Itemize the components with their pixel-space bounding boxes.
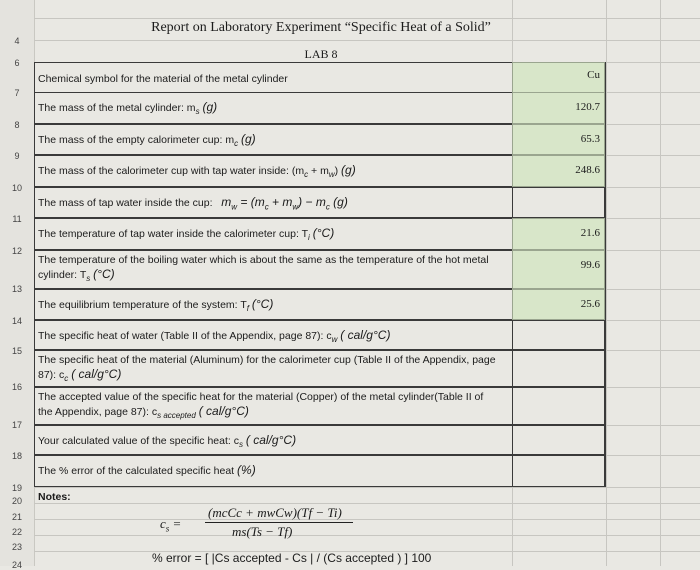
row-number[interactable]: 12	[11, 246, 22, 256]
row-number[interactable]: 7	[14, 88, 20, 98]
row-number[interactable]: 10	[11, 183, 22, 193]
row-number[interactable]: 4	[14, 36, 20, 46]
formula-lhs: $c_s$ =	[160, 516, 182, 534]
value-text: 65.3	[580, 133, 600, 145]
row-number[interactable]: 16	[11, 382, 22, 392]
row-number[interactable]: 6	[14, 58, 20, 68]
row-number[interactable]: 17	[11, 420, 22, 430]
value-cell[interactable]	[512, 425, 605, 455]
value-cell[interactable]	[512, 455, 605, 487]
row-label: The equilibrium temperature of the system: $T_f$ (°C)	[38, 297, 274, 314]
value-cell[interactable]	[512, 62, 605, 93]
row-number[interactable]: 21	[11, 512, 22, 522]
row-number[interactable]: 24	[11, 560, 22, 570]
row-label: The mass of tap water inside the cup: $m_w = (m_c + m_w) - m_c$ (g)	[38, 195, 348, 212]
row-number[interactable]: 11	[12, 214, 22, 224]
row-number[interactable]: 18	[11, 451, 22, 461]
row-number[interactable]: 8	[14, 120, 20, 130]
value-cell[interactable]	[512, 155, 605, 187]
row-number[interactable]: 13	[11, 284, 22, 294]
notes-label: Notes:	[38, 491, 71, 503]
row-number[interactable]: 22	[11, 527, 22, 537]
grid-line	[606, 0, 607, 566]
value-cell[interactable]	[512, 350, 605, 387]
grid-line	[34, 519, 700, 520]
value-cell[interactable]	[512, 387, 605, 425]
report-title: Report on Laboratory Experiment “Specific Heat of a Solid”	[151, 20, 491, 35]
value-text: 21.6	[580, 227, 600, 239]
value-cell[interactable]	[512, 187, 605, 218]
value-text: 25.6	[580, 298, 600, 310]
grid-line	[660, 0, 661, 566]
row-label: The temperature of the boiling water which is about the same as the temperature of the hot metal cylinder: $T_s$ (°C)	[38, 254, 489, 284]
row-number[interactable]: 15	[11, 346, 22, 356]
value-cell[interactable]	[512, 289, 605, 320]
row-label: Your calculated value of the specific heat: $c_s$ ( cal/g°C)	[38, 433, 297, 450]
row-label: The specific heat of water (Table II of the Appendix, page 87): $c_w$ ( cal/g°C)	[38, 328, 391, 345]
row-number[interactable]: 19	[11, 483, 22, 493]
grid-line	[34, 18, 700, 19]
row-header-column	[0, 0, 35, 566]
formula-bar	[205, 522, 353, 523]
row-label: The mass of the empty calorimeter cup: $m_c$ (g)	[38, 132, 256, 149]
formula-denominator: ms(Ts − Tf)	[232, 524, 293, 539]
value-text: Cu	[587, 69, 600, 81]
grid-line	[34, 40, 700, 41]
row-number[interactable]: 23	[11, 542, 22, 552]
row-label: The specific heat of the material (Aluminum) for the calorimeter cup (Table II of the Appendix, page 87): $c_c$ ( cal/g°C)	[38, 354, 496, 384]
row-label: The mass of the calorimeter cup with tap water inside: $(m_c + m_w)$ (g)	[38, 163, 356, 180]
row-label: The mass of the metal cylinder: $m_s$ (g)	[38, 100, 218, 117]
value-cell[interactable]	[512, 124, 605, 155]
row-number[interactable]: 20	[11, 496, 22, 506]
value-text: 120.7	[575, 101, 600, 113]
grid-line	[34, 487, 700, 488]
value-text: 248.6	[575, 164, 600, 176]
lab-label: LAB 8	[304, 47, 338, 61]
grid-line	[34, 503, 700, 504]
row-label: The temperature of tap water inside the calorimeter cup: $T_i$ (°C)	[38, 226, 335, 243]
value-text: 99.6	[580, 259, 600, 271]
row-label: The % error of the calculated specific heat (%)	[38, 463, 256, 477]
row-label: Chemical symbol for the material of the metal cylinder	[38, 73, 288, 85]
value-cell[interactable]	[512, 218, 605, 250]
error-formula: % error = [ |Cs accepted - Cs | / (Cs accepted ) ] 100	[152, 551, 432, 565]
value-cell[interactable]	[512, 250, 605, 289]
row-label: The accepted value of the specific heat for the material (Copper) of the metal cylinder(Table II of the Appendix, page 87): $c_{s accepted}$ ( cal/g°C)	[38, 391, 484, 421]
value-cell[interactable]	[512, 92, 605, 124]
row-number[interactable]: 9	[14, 151, 20, 161]
row-number[interactable]: 14	[11, 316, 22, 326]
value-cell[interactable]	[512, 320, 605, 350]
grid-line	[34, 535, 700, 536]
formula-numerator: (mcCc + mwCw)(Tf − Ti)	[208, 505, 342, 520]
